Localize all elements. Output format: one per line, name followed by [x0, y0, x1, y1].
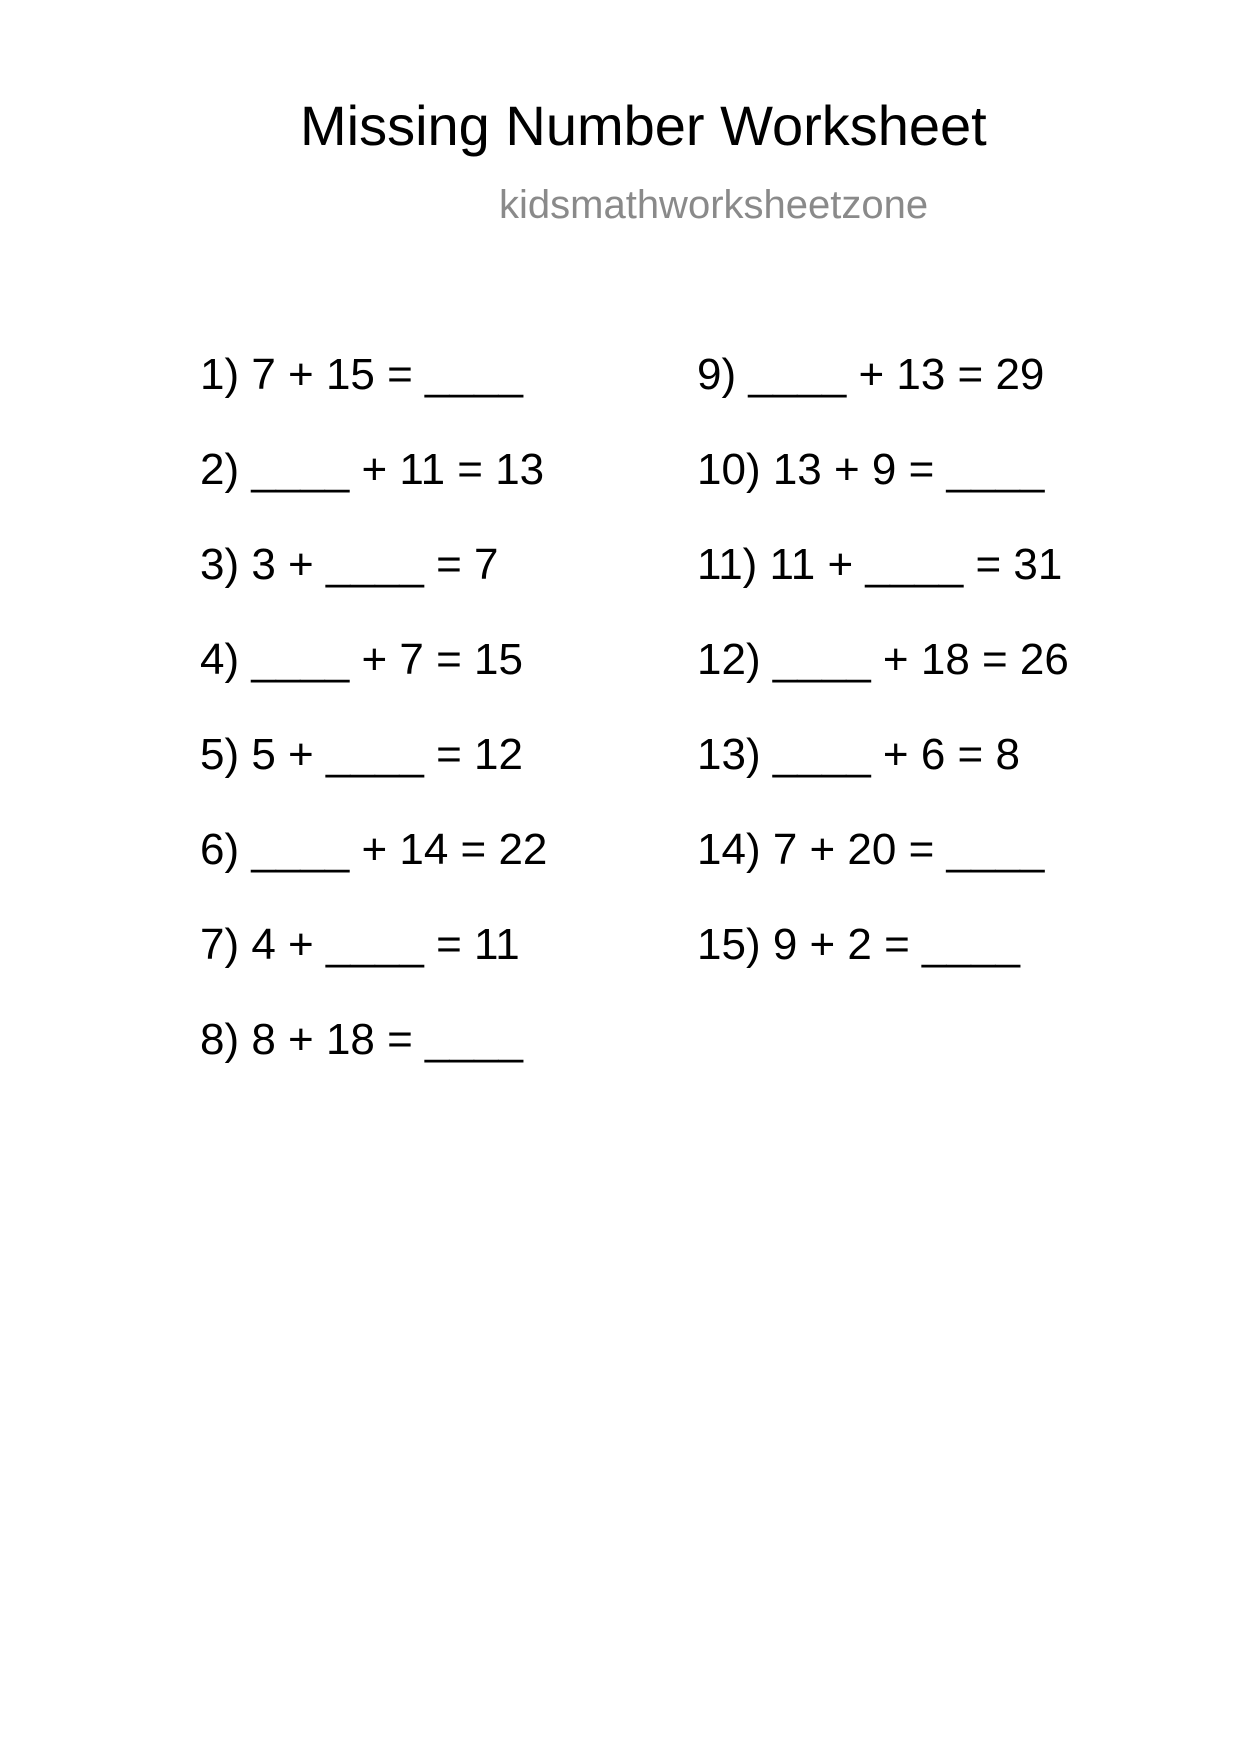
problem-item: 2) ____ + 11 = 13: [200, 445, 545, 494]
problem-item: 3) 3 + ____ = 7: [200, 540, 499, 589]
problem-item: 12) ____ + 18 = 26: [697, 635, 1069, 684]
problem-item: 13) ____ + 6 = 8: [697, 730, 1020, 779]
problem-item: 9) ____ + 13 = 29: [697, 350, 1045, 399]
worksheet-title: Missing Number Worksheet: [300, 94, 987, 157]
problem-list-left: [200, 350, 547, 1110]
problem-item: 15) 9 + 2 = ____: [697, 920, 1020, 969]
problem-item: 1) 7 + 15 = ____: [200, 350, 523, 399]
worksheet-subtitle: kidsmathworksheetzone: [499, 183, 929, 227]
problem-item: 5) 5 + ____ = 12: [200, 730, 523, 779]
problem-list-right: [697, 350, 1069, 1015]
problem-item: 7) 4 + ____ = 11: [200, 920, 520, 969]
problem-item: 6) ____ + 14 = 22: [200, 825, 548, 874]
problem-item: 4) ____ + 7 = 15: [200, 635, 523, 684]
problem-item: 11) 11 + ____ = 31: [697, 540, 1063, 589]
problem-item: 14) 7 + 20 = ____: [697, 825, 1045, 874]
problem-item: 10) 13 + 9 = ____: [697, 445, 1045, 494]
problem-item: 8) 8 + 18 = ____: [200, 1015, 523, 1064]
